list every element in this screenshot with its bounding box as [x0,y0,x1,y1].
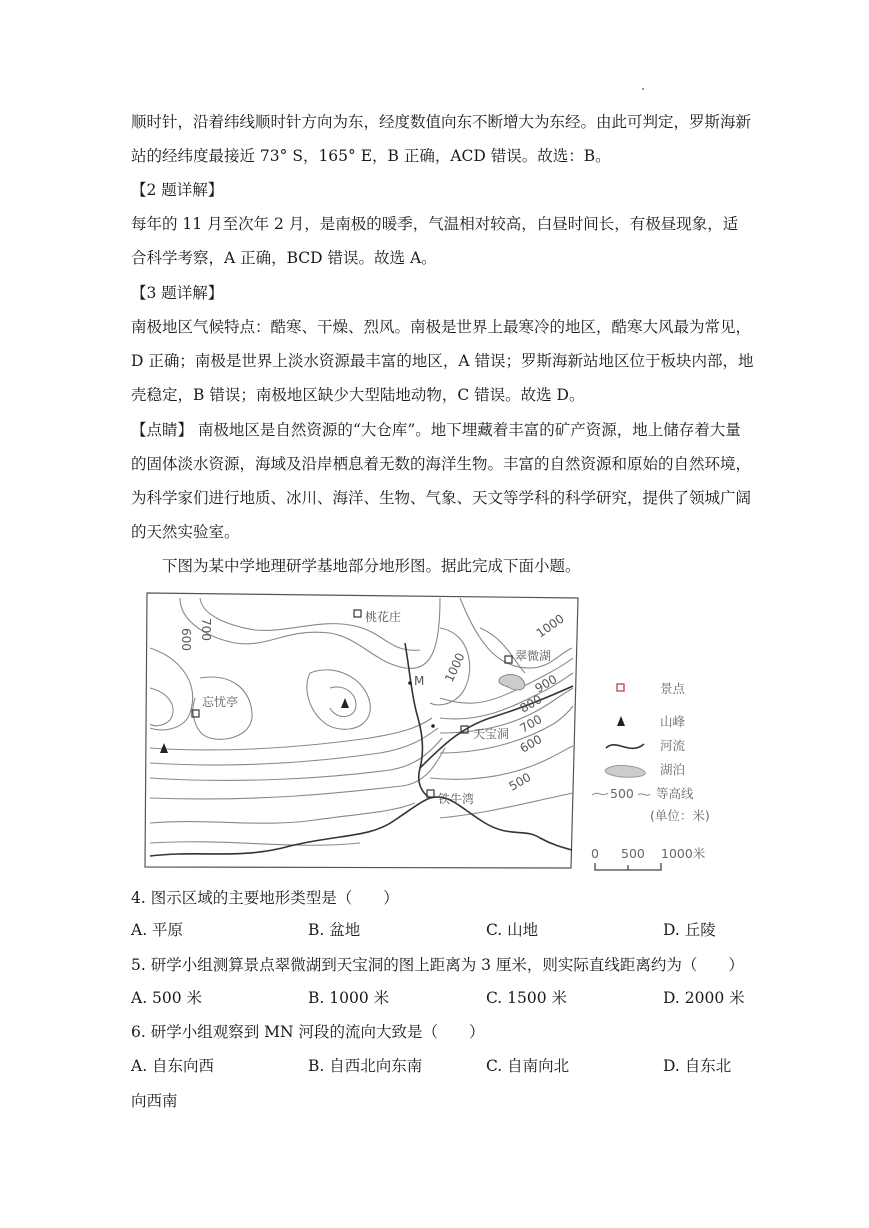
question-stem: 5. 研学小组测算景点翠微湖到天宝洞的图上距离为 3 厘米，则实际直线距离约为（ ） [131,956,744,974]
point-label: M [414,674,425,688]
scan-speck [642,88,644,90]
place-label: 桃花庄 [365,610,402,624]
option-c: C. 自南向北 [486,1057,570,1075]
peak-icon [617,716,625,726]
paragraph-line: 为科学家们进行地质、冰川、海洋、生物、气象、天文等学科的科学研究，提供了领城广阔 [131,489,752,507]
contour-value: 1000 [533,611,567,641]
section-heading: 【2 题详解】 [131,181,224,199]
place-label: 铁牛湾 [438,792,475,806]
lake-legend-icon [605,765,645,777]
point-n-dot [431,724,435,728]
legend-label: 500 [610,786,634,801]
paragraph-line: 的固体淡水资源，海域及沿岸栖息着无数的海洋生物。丰富的自然资源和原始的自然环境， [131,455,752,473]
contour-value: 700 [199,618,213,641]
option-a: A. 500 米 [131,989,203,1007]
scale-label: 0 [591,846,599,861]
contour-value: 600 [179,628,193,651]
contour-value: 700 [517,712,545,736]
place-label: 忘忧亭 [202,695,239,709]
legend-label: 河流 [660,738,686,753]
scale-label: 500 [621,846,645,861]
option-b: B. 1000 米 [308,989,390,1007]
paragraph-line: 壳稳定，B 错误；南极地区缺少大型陆地动物，C 错误。故选 D。 [131,386,585,404]
paragraph-line: 顺时针，沿着纬线顺时针方向为东，经度数值向东不断增大为东经。由此可判定，罗斯海新 [131,113,752,131]
option-d: D. 丘陵 [663,921,716,939]
peak-icon [341,698,349,708]
legend-label: (单位：米) [650,808,710,823]
river-lower [150,797,572,856]
option-a: A. 自东向西 [131,1057,215,1075]
river-legend-icon [606,744,644,748]
contour-value: 500 [506,770,534,794]
point-m-dot [408,681,412,685]
contour-legend-icon [592,793,608,795]
option-c: C. 1500 米 [486,989,568,1007]
scenic-spot-icon [354,610,361,617]
scenic-spot-icon [617,684,624,691]
option-d: D. 2000 米 [663,989,745,1007]
contour-value: 1000 [442,650,468,685]
paragraph-line: 南极地区气候特点：酷寒、干燥、烈风。南极是世界上最寒冷的地区，酷寒大风最为常见， [131,318,752,336]
question-stem: 6. 研学小组观察到 MN 河段的流向大致是（ ） [131,1023,485,1041]
legend-label: 山峰 [660,714,686,729]
option-c: C. 山地 [486,921,539,939]
scale-bar [595,863,661,870]
scale-label: 1000米 [661,846,706,861]
paragraph-line: 每年的 11 月至次年 2 月，是南极的暖季，气温相对较高，白昼时间长，有极昼现象，适 [131,215,739,233]
section-heading: 【3 题详解】 [131,284,224,302]
contour-value: 800 [517,692,545,716]
option-b: B. 自西北向东南 [308,1057,423,1075]
place-label: 翠微湖 [515,649,552,663]
option-a: A. 平原 [131,921,184,939]
map-legend [591,681,710,870]
peak-icon [160,743,168,753]
topographic-map [140,588,740,873]
paragraph-line: 站的经纬度最接近 73° S，165° E，B 正确，ACD 错误。故选：B。 [131,147,611,165]
figure-intro: 下图为某中学地理研学基地部分地形图。据此完成下面小题。 [162,557,581,575]
paragraph-line: D 正确；南极是世界上淡水资源最丰富的地区，A 错误；罗斯海新站地区位于板块内部，地 [131,352,754,370]
legend-label: 等高线 [656,786,694,801]
legend-label: 景点 [660,681,686,696]
contour-legend-icon [638,794,650,796]
legend-label: 湖泊 [660,762,686,777]
question-stem: 4. 图示区域的主要地形类型是（ ） [131,889,399,907]
lake-shape [499,675,525,690]
contour-value: 600 [517,732,545,756]
option-d-continued: 向西南 [131,1092,178,1110]
paragraph-line: 【点睛】 南极地区是自然资源的“大仓库”。地下埋藏着丰富的矿产资源，地上储存着大量 [131,421,741,439]
paragraph-line: 的天然实验室。 [131,523,240,541]
place-label: 天宝洞 [473,727,510,741]
contour-value: 900 [532,672,560,696]
paragraph-line: 合科学考察，A 正确，BCD 错误。故选 A。 [131,249,437,267]
option-d: D. 自东北 [663,1057,732,1075]
option-b: B. 盆地 [308,921,361,939]
